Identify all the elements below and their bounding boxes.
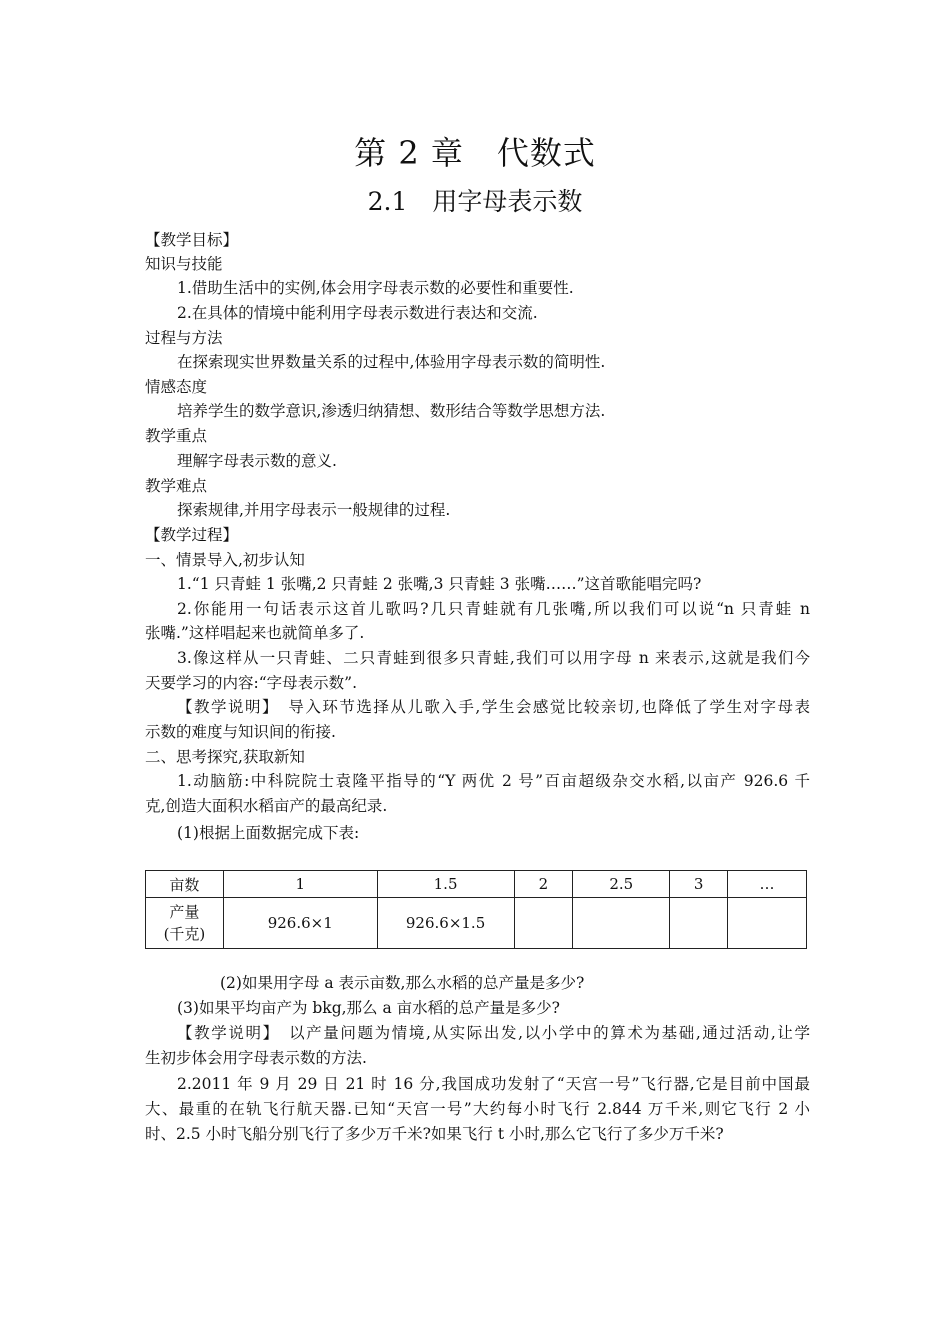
table-cell: 2 [514,871,573,898]
attitude-item-1: 培养学生的数学意识,渗透归纳猜想、数形结合等数学思想方法. [177,402,606,420]
section-2-question-2: (2)如果用字母 a 表示亩数,那么水稻的总产量是多少? [220,974,585,992]
table-cell [670,898,728,949]
difficulty-item-1: 探索规律,并用字母表示一般规律的过程. [177,501,451,519]
knowledge-item-2: 2.在具体的情境中能利用字母表示数进行表达和交流. [177,304,538,322]
table-cell: 3 [670,871,728,898]
table-cell: 亩数 [146,871,224,898]
section-2-header: 二、思考探究,获取新知 [145,748,305,766]
table-cell [573,898,670,949]
section-2-question-1: (1)根据上面数据完成下表: [177,824,360,842]
process-header: 过程与方法 [145,329,223,347]
table-cell [146,898,224,949]
section-1-para-3-line-1: 3.像这样从一只青蛙、二只青蛙到很多只青蛙,我们可以用字母 n 来表示,这就是我们今 [177,649,810,667]
table-cell: 1 [223,871,377,898]
knowledge-header: 知识与技能 [145,255,223,273]
section-1-para-2-line-1: 2.你能用一句话表示这首儿歌吗?几只青蛙就有几张嘴,所以我们可以说“n 只青蛙 n [177,600,810,618]
section-2-question-3: (3)如果平均亩产为 bkg,那么 a 亩水稻的总产量是多少? [177,999,560,1017]
section-1-note-line-2: 示数的难度与知识间的衔接. [145,723,336,741]
yield-table [145,870,807,949]
yield-unit-label: (千克) [163,925,206,943]
table-cell: 1.5 [377,871,514,898]
table-cell: 926.6×1 [223,898,377,949]
section-1-note-line-1: 【教学说明】 导入环节选择从儿歌入手,学生会感觉比较亲切,也降低了学生对字母表 [177,698,810,716]
yield-label: 产量 [169,903,200,921]
section-1-para-2-line-2: 张嘴.”这样唱起来也就简单多了. [145,624,365,642]
table-cell: 926.6×1.5 [377,898,514,949]
section-1-para-3-line-2: 天要学习的内容:“字母表示数”. [145,674,357,692]
section-2-para-1-line-2: 克,创造大面积水稻亩产的最高纪录. [145,797,388,815]
section-1-para-1: 1.“1 只青蛙 1 张嘴,2 只青蛙 2 张嘴,3 只青蛙 3 张嘴……”这首歌能唱完吗? [177,575,702,593]
knowledge-item-1: 1.借助生活中的实例,体会用字母表示数的必要性和重要性. [177,279,574,297]
section-2-para-2-line-3: 时、2.5 小时飞船分别飞行了多少万千米?如果飞行 t 小时,那么它飞行了多少万千米? [145,1125,724,1143]
table-cell [514,898,573,949]
section-title: 2.1 用字母表示数 [367,187,583,216]
chapter-title: 第 2 章 代数式 [354,134,596,172]
attitude-header: 情感态度 [145,378,208,396]
table-row [146,898,807,949]
section-2-note-line-2: 生初步体会用字母表示数的方法. [145,1049,367,1067]
table-cell: 2.5 [573,871,670,898]
objectives-header: 【教学目标】 [145,231,239,249]
teaching-process-header: 【教学过程】 [145,526,239,544]
table-cell [728,898,807,949]
process-item-1: 在探索现实世界数量关系的过程中,体验用字母表示数的简明性. [177,353,606,371]
table-cell: … [728,871,807,898]
section-2-para-2-line-2: 大、最重的在轨飞行航天器.已知“天宫一号”大约每小时飞行 2.844 万千米,则它飞行 2 小 [145,1100,810,1118]
key-header: 教学重点 [145,427,208,445]
key-item-1: 理解字母表示数的意义. [177,452,337,470]
section-2-para-2-line-1: 2.2011 年 9 月 29 日 21 时 16 分,我国成功发射了“天宫一号”飞行器,它是目前中国最 [177,1075,810,1093]
section-1-header: 一、情景导入,初步认知 [145,551,305,569]
section-2-note-line-1: 【教学说明】 以产量问题为情境,从实际出发,以小学中的算术为基础,通过活动,让学 [177,1024,810,1042]
table-row [146,871,807,898]
section-2-para-1-line-1: 1.动脑筋:中科院院士袁隆平指导的“Y 两优 2 号”百亩超级杂交水稻,以亩产 926.6 千 [177,772,810,790]
difficulty-header: 教学难点 [145,477,208,495]
